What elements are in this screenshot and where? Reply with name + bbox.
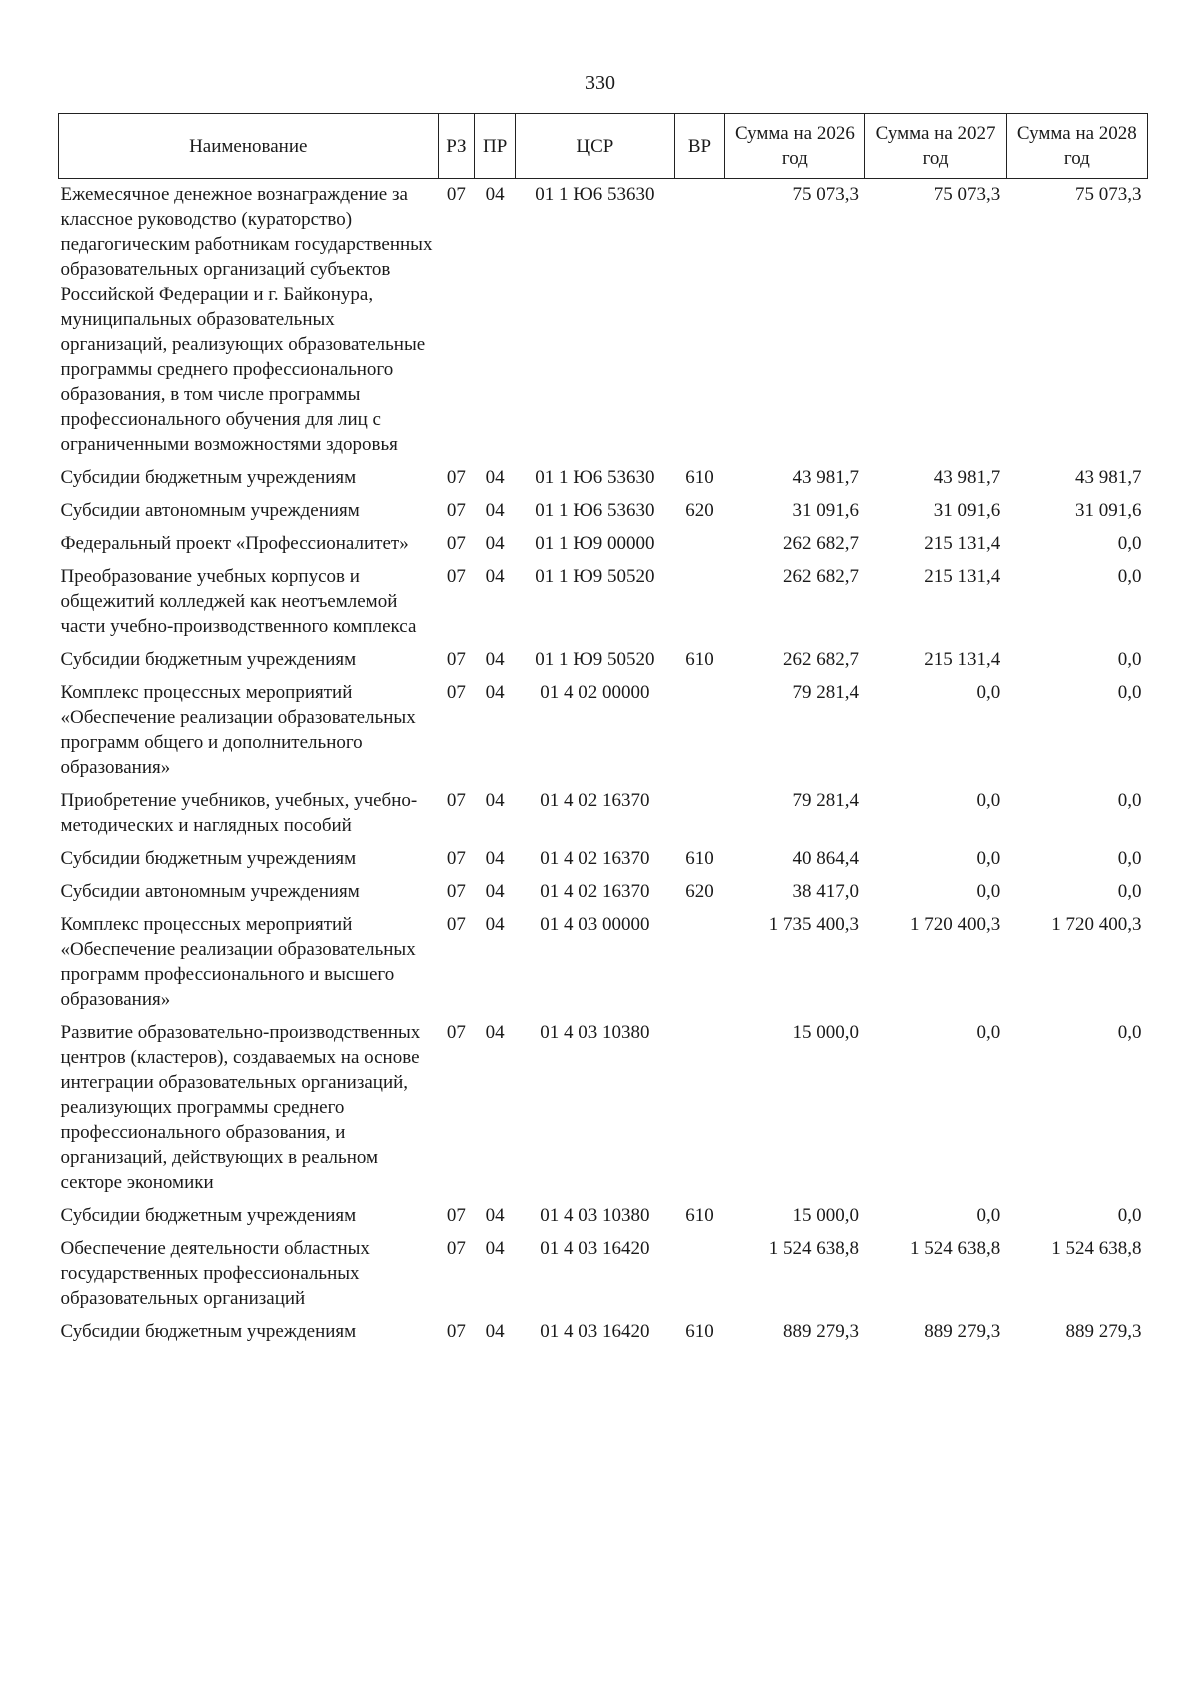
row-pr: 04 <box>485 914 505 935</box>
row-sum-2028: 1 720 400,3 <box>1051 914 1142 935</box>
row-vr: 620 <box>685 500 714 521</box>
row-csr: 01 1 Ю6 53630 <box>535 500 655 521</box>
row-vr: 610 <box>685 1205 714 1226</box>
row-sum-2026: 15 000,0 <box>792 1022 859 1043</box>
row-rz: 07 <box>446 467 466 488</box>
row-pr: 04 <box>485 533 505 554</box>
row-pr: 04 <box>485 500 505 521</box>
row-name: Развитие образовательно-производственных центров (кластеров), создаваемых на основе интеграции образовательных организаций, реализующих программы среднего профессионального образования, и организаций, действующих в реальном секторе экономики <box>60 1022 421 1193</box>
row-sum-2028: 1 524 638,8 <box>1051 1238 1142 1259</box>
table-row <box>59 1233 1148 1316</box>
row-sum-2028: 43 981,7 <box>1075 467 1142 488</box>
table-row <box>59 1200 1148 1233</box>
row-name: Субсидии бюджетным учреждениям <box>60 1321 357 1342</box>
row-csr: 01 4 03 00000 <box>540 914 650 935</box>
row-sum-2028: 0,0 <box>1117 533 1142 554</box>
budget-table-container <box>58 113 1148 1349</box>
row-sum-2027: 0,0 <box>976 790 1001 811</box>
row-rz: 07 <box>446 184 466 205</box>
row-rz: 07 <box>446 1205 466 1226</box>
row-sum-2027: 0,0 <box>976 881 1001 902</box>
row-rz: 07 <box>446 500 466 521</box>
row-pr: 04 <box>485 790 505 811</box>
row-csr: 01 4 02 16370 <box>540 881 650 902</box>
budget-table <box>58 113 1148 1349</box>
row-sum-2027: 0,0 <box>976 1205 1001 1226</box>
row-vr: 620 <box>685 881 714 902</box>
row-sum-2026: 262 682,7 <box>782 649 859 670</box>
header-sum-2027: Сумма на 2027 год <box>865 114 1006 179</box>
row-sum-2027: 889 279,3 <box>924 1321 1001 1342</box>
row-sum-2027: 0,0 <box>976 1022 1001 1043</box>
row-sum-2027: 215 131,4 <box>924 533 1001 554</box>
row-sum-2028: 0,0 <box>1117 881 1142 902</box>
row-rz: 07 <box>446 914 466 935</box>
row-vr <box>674 677 725 785</box>
row-sum-2028: 0,0 <box>1117 682 1142 703</box>
table-row <box>59 843 1148 876</box>
row-sum-2026: 43 981,7 <box>792 467 859 488</box>
row-vr <box>674 561 725 644</box>
row-vr: 610 <box>685 467 714 488</box>
row-csr: 01 4 02 16370 <box>540 790 650 811</box>
row-pr: 04 <box>485 649 505 670</box>
row-rz: 07 <box>446 790 466 811</box>
row-pr: 04 <box>485 1022 505 1043</box>
row-sum-2026: 262 682,7 <box>782 533 859 554</box>
row-sum-2028: 889 279,3 <box>1065 1321 1142 1342</box>
row-pr: 04 <box>485 467 505 488</box>
row-sum-2028: 0,0 <box>1117 1022 1142 1043</box>
row-vr <box>674 1233 725 1316</box>
row-name: Субсидии автономным учреждениям <box>60 500 360 521</box>
header-name: Наименование <box>59 114 439 179</box>
row-csr: 01 1 Ю9 50520 <box>535 649 655 670</box>
row-name: Ежемесячное денежное вознаграждение за классное руководство (кураторство) педагогическим работникам государственных образовательных организаций субъектов Российской Федерации и г. Байконура, муниципальных образовательных организаций, реализующих образовательные программы среднего профессионального образования, в том числе программы профессионального обучения для лиц с ограниченными возможностями здоровья <box>60 184 433 455</box>
row-csr: 01 1 Ю6 53630 <box>535 467 655 488</box>
header-rz: РЗ <box>438 114 475 179</box>
row-sum-2027: 215 131,4 <box>924 566 1001 587</box>
table-row <box>59 876 1148 909</box>
row-sum-2026: 79 281,4 <box>792 682 859 703</box>
table-row <box>59 561 1148 644</box>
table-row <box>59 1316 1148 1349</box>
row-sum-2027: 75 073,3 <box>933 184 1001 205</box>
table-row <box>59 528 1148 561</box>
row-sum-2027: 0,0 <box>976 848 1001 869</box>
row-name: Обеспечение деятельности областных государственных профессиональных образовательных организаций <box>60 1238 370 1309</box>
row-csr: 01 4 02 16370 <box>540 848 650 869</box>
row-rz: 07 <box>446 533 466 554</box>
header-row <box>59 114 1148 179</box>
row-pr: 04 <box>485 566 505 587</box>
row-sum-2027: 43 981,7 <box>933 467 1001 488</box>
row-vr: 610 <box>685 848 714 869</box>
table-row <box>59 495 1148 528</box>
table-row <box>59 909 1148 1017</box>
row-name: Субсидии бюджетным учреждениям <box>60 649 357 670</box>
row-vr: 610 <box>685 649 714 670</box>
row-pr: 04 <box>485 1238 505 1259</box>
row-sum-2027: 215 131,4 <box>924 649 1001 670</box>
row-pr: 04 <box>485 1205 505 1226</box>
table-row <box>59 1017 1148 1200</box>
header-pr: ПР <box>475 114 516 179</box>
row-sum-2028: 75 073,3 <box>1075 184 1142 205</box>
row-vr: 610 <box>685 1321 714 1342</box>
row-sum-2026: 75 073,3 <box>792 184 859 205</box>
row-vr <box>674 785 725 843</box>
row-sum-2026: 38 417,0 <box>792 881 859 902</box>
row-name: Субсидии бюджетным учреждениям <box>60 848 357 869</box>
row-vr <box>674 528 725 561</box>
row-csr: 01 4 03 10380 <box>540 1205 650 1226</box>
row-sum-2028: 0,0 <box>1117 848 1142 869</box>
row-name: Субсидии автономным учреждениям <box>60 881 360 902</box>
row-name: Приобретение учебников, учебных, учебно-методических и наглядных пособий <box>60 790 418 836</box>
row-name: Комплекс процессных мероприятий «Обеспечение реализации образовательных программ общего и дополнительного образования» <box>60 682 416 778</box>
row-name: Субсидии бюджетным учреждениям <box>60 467 357 488</box>
table-body <box>59 179 1148 1350</box>
row-rz: 07 <box>446 566 466 587</box>
row-name: Субсидии бюджетным учреждениям <box>60 1205 357 1226</box>
row-sum-2026: 1 524 638,8 <box>768 1238 859 1259</box>
row-sum-2026: 31 091,6 <box>792 500 859 521</box>
row-sum-2027: 31 091,6 <box>933 500 1001 521</box>
header-sum-2028: Сумма на 2028 год <box>1006 114 1147 179</box>
row-rz: 07 <box>446 682 466 703</box>
table-row <box>59 179 1148 463</box>
row-csr: 01 4 03 16420 <box>540 1238 650 1259</box>
row-rz: 07 <box>446 848 466 869</box>
row-rz: 07 <box>446 881 466 902</box>
row-pr: 04 <box>485 881 505 902</box>
row-csr: 01 4 02 00000 <box>540 682 650 703</box>
row-rz: 07 <box>446 1022 466 1043</box>
row-sum-2026: 1 735 400,3 <box>768 914 859 935</box>
table-row <box>59 462 1148 495</box>
row-sum-2026: 15 000,0 <box>792 1205 859 1226</box>
row-pr: 04 <box>485 184 505 205</box>
row-rz: 07 <box>446 1321 466 1342</box>
table-row <box>59 785 1148 843</box>
row-sum-2028: 0,0 <box>1117 566 1142 587</box>
table-row <box>59 677 1148 785</box>
row-csr: 01 1 Ю9 00000 <box>535 533 655 554</box>
row-sum-2028: 0,0 <box>1117 1205 1142 1226</box>
row-sum-2026: 40 864,4 <box>792 848 859 869</box>
row-vr <box>674 179 725 463</box>
row-csr: 01 4 03 10380 <box>540 1022 650 1043</box>
header-sum-2026: Сумма на 2026 год <box>725 114 865 179</box>
row-sum-2026: 262 682,7 <box>782 566 859 587</box>
header-csr: ЦСР <box>516 114 674 179</box>
row-sum-2028: 0,0 <box>1117 649 1142 670</box>
page-number: 330 <box>585 72 615 94</box>
row-csr: 01 4 03 16420 <box>540 1321 650 1342</box>
header-vr: ВР <box>674 114 725 179</box>
row-sum-2027: 1 720 400,3 <box>909 914 1001 935</box>
row-vr <box>674 1017 725 1200</box>
row-rz: 07 <box>446 1238 466 1259</box>
table-row <box>59 644 1148 677</box>
row-pr: 04 <box>485 1321 505 1342</box>
row-sum-2028: 31 091,6 <box>1075 500 1142 521</box>
table-header <box>59 114 1148 179</box>
row-csr: 01 1 Ю9 50520 <box>535 566 655 587</box>
row-vr <box>674 909 725 1017</box>
row-csr: 01 1 Ю6 53630 <box>535 184 655 205</box>
row-name: Федеральный проект «Профессионалитет» <box>60 533 409 554</box>
row-sum-2028: 0,0 <box>1117 790 1142 811</box>
row-sum-2026: 79 281,4 <box>792 790 859 811</box>
row-name: Комплекс процессных мероприятий «Обеспечение реализации образовательных программ профессионального и высшего образования» <box>60 914 416 1010</box>
row-sum-2026: 889 279,3 <box>782 1321 859 1342</box>
row-pr: 04 <box>485 682 505 703</box>
row-pr: 04 <box>485 848 505 869</box>
row-rz: 07 <box>446 649 466 670</box>
row-sum-2027: 0,0 <box>976 682 1001 703</box>
row-sum-2027: 1 524 638,8 <box>909 1238 1001 1259</box>
row-name: Преобразование учебных корпусов и общежитий колледжей как неотъемлемой части учебно-производственного комплекса <box>60 566 417 637</box>
